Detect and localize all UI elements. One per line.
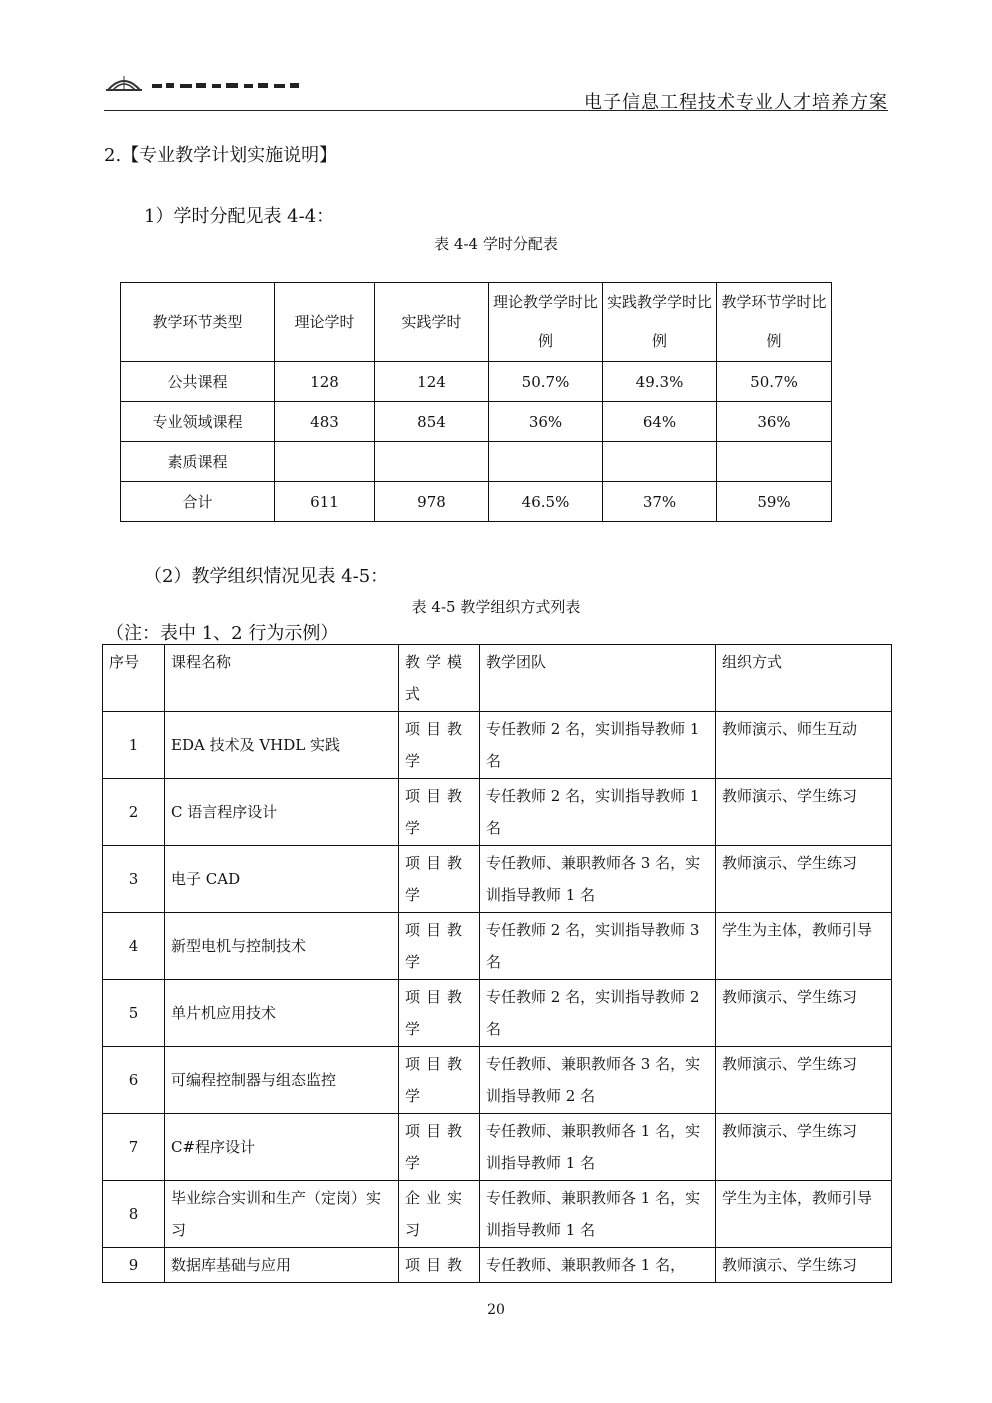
course-name: 电子 CAD xyxy=(165,846,399,913)
table-cell: 611 xyxy=(275,482,375,522)
table-cell: 公共课程 xyxy=(121,362,275,402)
column-header: 教学环节学时比例 xyxy=(717,283,832,362)
table-row xyxy=(103,913,892,980)
teaching-team: 专任教师 2 名，实训指导教师 1 名 xyxy=(480,779,716,846)
column-header: 理论学时 xyxy=(275,283,375,362)
teaching-team: 专任教师、兼职教师各 1 名， xyxy=(480,1248,716,1283)
organization-method: 教师演示、学生练习 xyxy=(716,779,892,846)
table-cell: 50.7% xyxy=(489,362,603,402)
teaching-mode: 项目教学 xyxy=(399,913,480,980)
table-row xyxy=(121,362,832,402)
teaching-mode: 项目教学 xyxy=(399,779,480,846)
organization-method: 教师演示、学生练习 xyxy=(716,980,892,1047)
organization-method: 教师演示、学生练习 xyxy=(716,1248,892,1283)
column-header: 实践学时 xyxy=(375,283,489,362)
column-header: 序号 xyxy=(103,645,165,712)
organization-method: 学生为主体，教师引导 xyxy=(716,1181,892,1248)
teaching-mode: 项目教学 xyxy=(399,846,480,913)
table-row xyxy=(103,846,892,913)
course-name: 数据库基础与应用 xyxy=(165,1248,399,1283)
table-cell: 素质课程 xyxy=(121,442,275,482)
column-header: 教学团队 xyxy=(480,645,716,712)
section-heading: 2.【专业教学计划实施说明】 xyxy=(104,145,338,166)
organization-method: 教师演示、学生练习 xyxy=(716,1047,892,1114)
table-cell: 50.7% xyxy=(717,362,832,402)
teaching-team: 专任教师、兼职教师各 3 名，实训指导教师 2 名 xyxy=(480,1047,716,1114)
subsection-organization: （2）教学组织情况见表 4-5： xyxy=(144,566,389,587)
teaching-team: 专任教师 2 名，实训指导教师 2 名 xyxy=(480,980,716,1047)
row-number: 8 xyxy=(103,1181,165,1248)
table-header-row xyxy=(103,645,892,712)
table-cell: 128 xyxy=(275,362,375,402)
table-cell: 124 xyxy=(375,362,489,402)
table-row xyxy=(103,712,892,779)
teaching-team: 专任教师、兼职教师各 1 名，实训指导教师 1 名 xyxy=(480,1114,716,1181)
teaching-mode: 项目教学 xyxy=(399,1114,480,1181)
course-name: 新型电机与控制技术 xyxy=(165,913,399,980)
column-header: 组织方式 xyxy=(716,645,892,712)
table-note: （注：表中 1、2 行为示例） xyxy=(106,623,339,644)
course-name: C 语言程序设计 xyxy=(165,779,399,846)
table-header-row xyxy=(121,283,832,362)
column-header: 教学环节类型 xyxy=(121,283,275,362)
hours-allocation-table xyxy=(120,282,832,522)
teaching-mode: 项目教学 xyxy=(399,980,480,1047)
course-name: 单片机应用技术 xyxy=(165,980,399,1047)
teaching-team: 专任教师、兼职教师各 3 名，实训指导教师 1 名 xyxy=(480,846,716,913)
table-cell xyxy=(603,442,717,482)
column-header: 课程名称 xyxy=(165,645,399,712)
table-cell xyxy=(275,442,375,482)
row-number: 3 xyxy=(103,846,165,913)
page-number: 20 xyxy=(487,1302,505,1318)
table-cell: 46.5% xyxy=(489,482,603,522)
table-cell: 36% xyxy=(489,402,603,442)
organization-method: 教师演示、学生练习 xyxy=(716,846,892,913)
table-row xyxy=(121,402,832,442)
table-row xyxy=(103,779,892,846)
teaching-organization-table xyxy=(102,644,892,1283)
document-title: 电子信息工程技术专业人才培养方案 xyxy=(584,92,888,113)
column-header: 理论教学学时比例 xyxy=(489,283,603,362)
table-cell: 64% xyxy=(603,402,717,442)
course-name: 可编程控制器与组态监控 xyxy=(165,1047,399,1114)
row-number: 4 xyxy=(103,913,165,980)
row-number: 7 xyxy=(103,1114,165,1181)
table-cell xyxy=(489,442,603,482)
table-cell: 合计 xyxy=(121,482,275,522)
subsection-hours: 1）学时分配见表 4-4： xyxy=(144,206,335,227)
teaching-mode: 企业实习 xyxy=(399,1181,480,1248)
table-cell: 854 xyxy=(375,402,489,442)
organization-method: 学生为主体，教师引导 xyxy=(716,913,892,980)
table-row xyxy=(103,980,892,1047)
course-name: C#程序设计 xyxy=(165,1114,399,1181)
table-cell: 37% xyxy=(603,482,717,522)
teaching-team: 专任教师 2 名，实训指导教师 1 名 xyxy=(480,712,716,779)
row-number: 6 xyxy=(103,1047,165,1114)
column-header: 教学模式 xyxy=(399,645,480,712)
table-cell xyxy=(375,442,489,482)
school-logo xyxy=(104,70,334,94)
teaching-team: 专任教师、兼职教师各 1 名，实训指导教师 1 名 xyxy=(480,1181,716,1248)
row-number: 2 xyxy=(103,779,165,846)
organization-method: 教师演示、学生练习 xyxy=(716,1114,892,1181)
table-caption: 表 4-4 学时分配表 xyxy=(434,235,558,253)
table-caption: 表 4-5 教学组织方式列表 xyxy=(411,598,581,616)
teaching-mode: 项目教 xyxy=(399,1248,480,1283)
column-header: 实践教学学时比例 xyxy=(603,283,717,362)
table-row xyxy=(103,1248,892,1283)
table-cell: 978 xyxy=(375,482,489,522)
teaching-team: 专任教师 2 名，实训指导教师 3 名 xyxy=(480,913,716,980)
table-row xyxy=(103,1114,892,1181)
row-number: 1 xyxy=(103,712,165,779)
table-cell xyxy=(717,442,832,482)
header-divider xyxy=(104,110,888,111)
course-name: 毕业综合实训和生产（定岗）实习 xyxy=(165,1181,399,1248)
table-row xyxy=(121,482,832,522)
table-cell: 专业领域课程 xyxy=(121,402,275,442)
course-name: EDA 技术及 VHDL 实践 xyxy=(165,712,399,779)
table-row xyxy=(103,1181,892,1248)
table-cell: 59% xyxy=(717,482,832,522)
organization-method: 教师演示、师生互动 xyxy=(716,712,892,779)
row-number: 9 xyxy=(103,1248,165,1283)
table-cell: 49.3% xyxy=(603,362,717,402)
table-row xyxy=(103,1047,892,1114)
teaching-mode: 项目教学 xyxy=(399,712,480,779)
teaching-mode: 项目教学 xyxy=(399,1047,480,1114)
table-cell: 36% xyxy=(717,402,832,442)
table-cell: 483 xyxy=(275,402,375,442)
table-row xyxy=(121,442,832,482)
row-number: 5 xyxy=(103,980,165,1047)
